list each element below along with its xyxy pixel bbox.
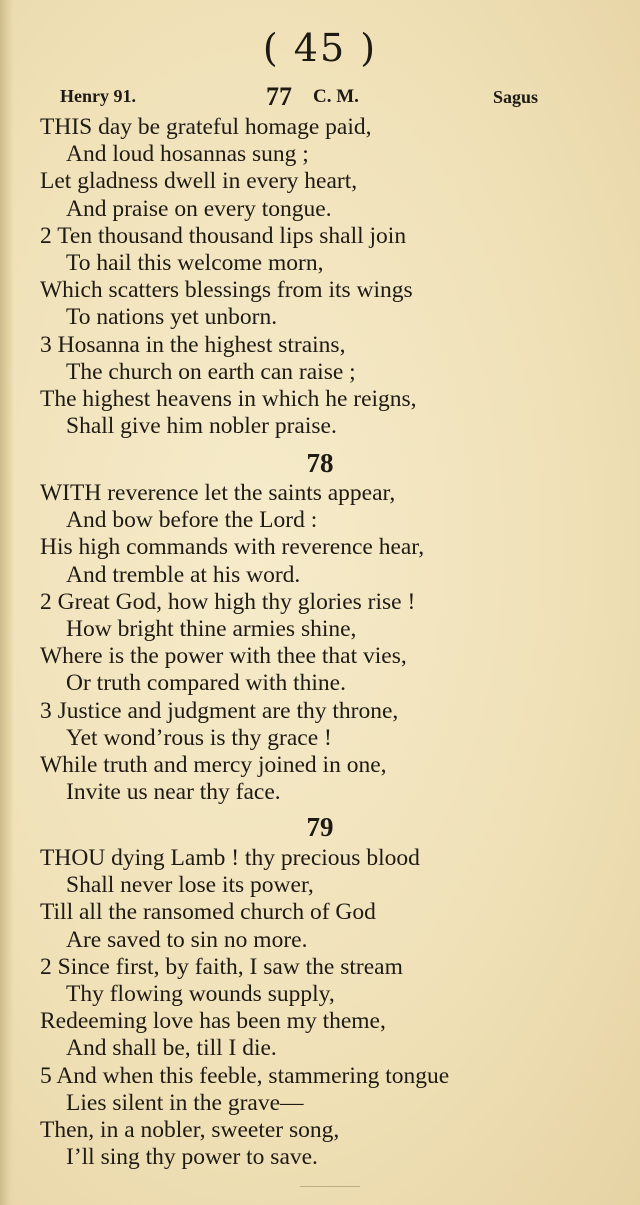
verse-line: The church on earth can raise ; — [66, 358, 356, 385]
verse-line: 3 Hosanna in the highest strains, — [40, 331, 346, 358]
verse-line: THIS day be grateful homage paid, — [40, 114, 372, 140]
hymn-78-text — [40, 480, 610, 806]
hymn-number-79: 79 — [306, 812, 334, 842]
verse-line: Shall never lose its power, — [66, 872, 314, 899]
tune-right-label: Sagus — [492, 87, 538, 107]
meter-label: C. M. — [313, 86, 359, 107]
verse-line: THOU dying Lamb ! thy precious blood — [40, 845, 420, 871]
verse-line: Shall give him nobler praise. — [66, 413, 337, 440]
verse-line: And tremble at his word. — [66, 561, 301, 588]
verse-line: To hail this welcome morn, — [66, 249, 324, 276]
page-gutter-shadow — [0, 0, 14, 1205]
hymn-77-text — [40, 114, 610, 440]
verse-line: I’ll sing thy power to save. — [66, 1144, 318, 1171]
verse-line: 2 Since first, by faith, I saw the stream — [40, 953, 403, 980]
verse-line: Or truth compared with thine. — [66, 670, 346, 697]
verse-line: Where is the power with thee that vies, — [40, 643, 407, 670]
hymn-79-text — [40, 845, 610, 1171]
verse-line: And loud hosannas sung ; — [66, 141, 309, 168]
verse-line: The highest heavens in which he reigns, — [40, 385, 417, 412]
verse-line: Till all the ransomed church of God — [40, 899, 376, 926]
verse-line: WITH reverence let the saints appear, — [40, 480, 396, 506]
verse-line: Are saved to sin no more. — [66, 926, 308, 953]
verse-line: While truth and mercy joined in one, — [40, 751, 387, 778]
tune-left-label: Henry 91. — [60, 86, 136, 106]
verse-line: And praise on every tongue. — [66, 195, 332, 222]
verse-line: 5 And when this feeble, stammering tongue — [40, 1062, 450, 1089]
verse-line: Then, in a nobler, sweeter song, — [40, 1116, 340, 1143]
verse-line: Invite us near thy face. — [66, 779, 281, 806]
verse-line: Yet wond’rous is thy grace ! — [66, 724, 332, 751]
verse-line: To nations yet unborn. — [66, 304, 278, 331]
verse-line: 2 Great God, how high thy glories rise ! — [40, 588, 416, 615]
verse-line: 3 Justice and judgment are thy throne, — [40, 697, 399, 724]
hymn-number-77: 77 — [266, 82, 292, 111]
bottom-rule — [300, 1186, 360, 1187]
verse-line: And shall be, till I die. — [66, 1035, 277, 1062]
verse-line: How bright thine armies shine, — [66, 615, 357, 642]
verse-line: Which scatters blessings from its wings — [40, 277, 413, 304]
verse-line: Let gladness dwell in every heart, — [40, 168, 358, 195]
hymn-number-78: 78 — [306, 448, 334, 478]
verse-line: Redeeming love has been my theme, — [40, 1008, 386, 1035]
verse-line: His high commands with reverence hear, — [40, 534, 425, 561]
verse-line: Lies silent in the grave— — [66, 1089, 304, 1116]
tune-header — [60, 82, 540, 112]
verse-line: And bow before the Lord : — [66, 507, 318, 534]
page-number: ( 45 ) — [262, 26, 378, 70]
verse-line: Thy flowing wounds supply, — [66, 980, 335, 1007]
verse-line: 2 Ten thousand thousand lips shall join — [40, 222, 407, 249]
